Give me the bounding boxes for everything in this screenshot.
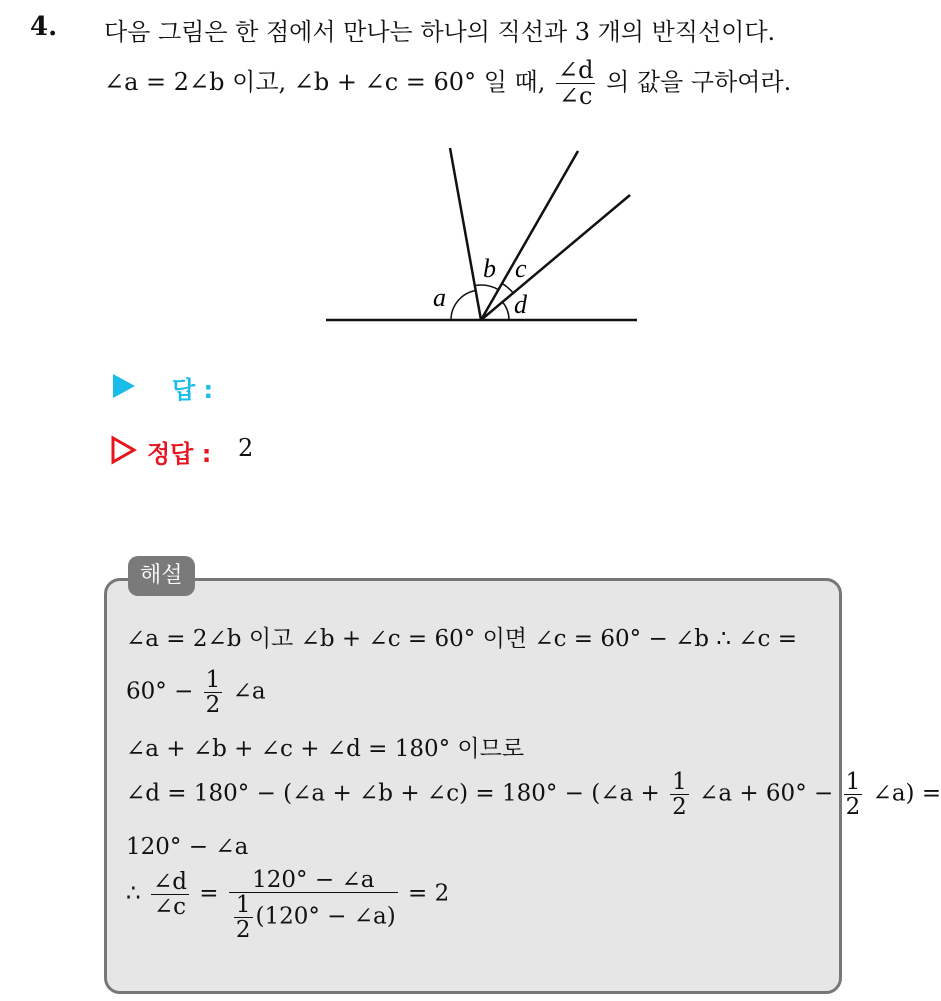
- ray-2: [481, 151, 578, 320]
- label-d: d: [514, 290, 527, 319]
- fraction-denominator: ∠c: [556, 83, 595, 109]
- arc-a: [451, 291, 476, 321]
- ratio-fraction: [151, 870, 189, 919]
- half-fraction: [204, 668, 223, 717]
- problem-fraction: [556, 58, 595, 109]
- solution-line2-pre: 60° −: [126, 678, 194, 705]
- problem-tail: 의 값을 구하여라.: [606, 68, 792, 97]
- solution-line5: 120° − ∠a: [126, 834, 249, 860]
- big-num: 120° − ∠a: [252, 867, 375, 893]
- arc-d: [503, 302, 510, 320]
- half-fraction-3: [844, 770, 863, 819]
- big-den-tail: (120° − ∠a): [255, 903, 396, 930]
- ratio-num: ∠d: [152, 869, 187, 895]
- solution-line2: [126, 668, 266, 717]
- correct-answer-label: 정답 :: [147, 440, 212, 468]
- half-num: 1: [205, 667, 221, 693]
- half-den-2: 2: [672, 794, 687, 821]
- problem-condition: ∠a = 2∠b 이고, ∠b + ∠c = 60° 일 때,: [104, 68, 546, 97]
- arc-c: [502, 284, 513, 293]
- half-num-2: 1: [672, 769, 687, 795]
- fraction-numerator: ∠d: [557, 56, 594, 84]
- label-c: c: [515, 254, 527, 283]
- big-den-half: [234, 893, 253, 942]
- ray-3: [481, 195, 630, 320]
- answer-label: 답 :: [172, 376, 214, 404]
- solution-line4-a: ∠d = 180° − (∠a + ∠b + ∠c) = 180° − (∠a +: [126, 780, 660, 807]
- problem-number: 4.: [30, 12, 58, 42]
- big-den-half-den: 2: [235, 917, 251, 944]
- problem-text-line1: 다음 그림은 한 점에서 만나는 하나의 직선과 3 개의 반직선이다.: [104, 18, 776, 46]
- big-den: [229, 892, 398, 942]
- problem-text-line2: [104, 58, 791, 109]
- big-fraction: [229, 868, 398, 942]
- correct-triangle-icon: [111, 436, 137, 464]
- arc-b: [475, 285, 499, 290]
- half-num-3: 1: [845, 769, 861, 795]
- big-den-half-num: 1: [235, 892, 251, 919]
- half-fraction-2: [670, 770, 689, 819]
- solution-line4-b: ∠a + 60° −: [699, 780, 834, 807]
- solution-tag: 해설: [128, 556, 195, 596]
- solution-line6: [126, 867, 450, 944]
- angle-diagram: [320, 140, 650, 330]
- half-den-3: 2: [845, 794, 861, 821]
- half-den: 2: [205, 692, 221, 719]
- label-b: b: [483, 254, 496, 283]
- solution-line4: [126, 770, 941, 819]
- label-a: a: [433, 283, 446, 312]
- therefore-symbol: ∴: [126, 880, 141, 907]
- solution-line1: ∠a = 2∠b 이고 ∠b + ∠c = 60° 이면 ∠c = 60° − ∠b ∴ ∠c =: [126, 626, 798, 652]
- correct-answer-value: 2: [238, 434, 254, 462]
- ratio-result: = 2: [408, 880, 450, 907]
- solution-line4-c: ∠a) =: [872, 780, 941, 807]
- solution-line2-post: ∠a: [232, 678, 266, 705]
- answer-triangle-icon: [113, 374, 135, 398]
- ratio-den: ∠c: [151, 894, 189, 919]
- equals-sign: =: [199, 880, 219, 907]
- solution-line3: ∠a + ∠b + ∠c + ∠d = 180° 이므로: [126, 736, 525, 762]
